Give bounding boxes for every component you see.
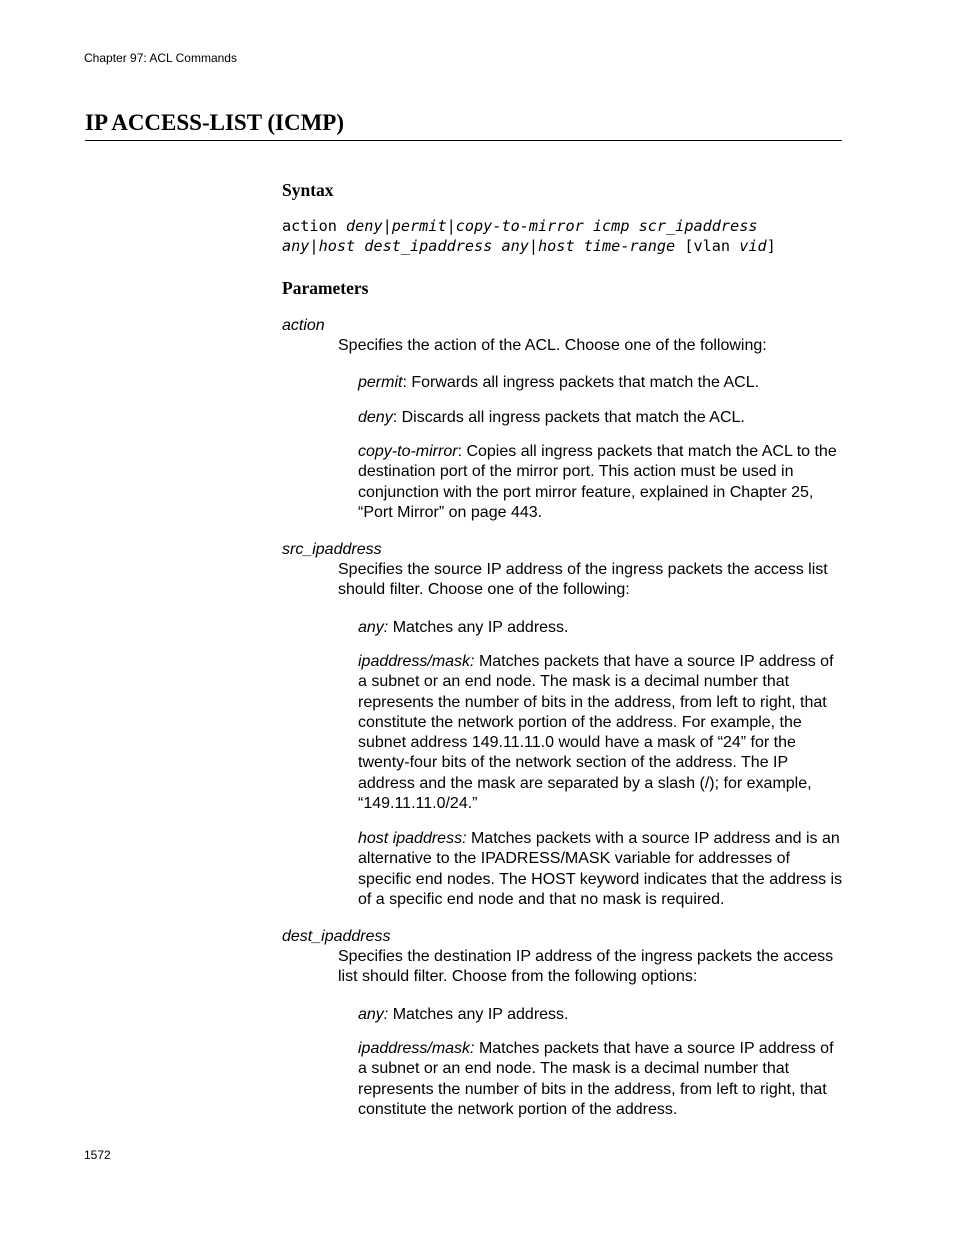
page-number: 1572	[84, 1148, 111, 1162]
option-term: ipaddress/mask:	[358, 653, 475, 670]
option-text: Matches packets that have a source IP address of a subnet or an end node. The mask is a decimal number that represents the number of bits in the address, from left to right, that constitute the network portion of the address.	[358, 1040, 834, 1118]
syntax-action-keyword: action	[282, 217, 347, 235]
syntax-vid: vid	[739, 237, 767, 255]
option-src-host-ipaddress	[358, 829, 843, 910]
param-action-description: Specifies the action of the ACL. Choose one of the following:	[338, 337, 767, 354]
page-title: IP ACCESS-LIST (ICMP)	[85, 108, 842, 141]
syntax-heading: Syntax	[282, 180, 334, 200]
option-text: Matches packets with a source IP address and is an alternative to the IPADRESS/MASK variable for addresses of specific end nodes. The HOST keyword indicates that the address is of a specific end node and that no mask is required.	[358, 830, 843, 908]
syntax-close-bracket: ]	[766, 237, 776, 255]
option-term: any:	[358, 1006, 389, 1023]
param-action-name: action	[282, 317, 325, 334]
option-dest-ipaddress-mask	[358, 1039, 843, 1120]
option-text: : Copies all ingress packets that match the ACL to the destination port of the mirror port. This action must be used in conjunction with the port mirror feature, explained in Chapter 25, “Port Mirror” on page 443.	[358, 443, 837, 521]
option-dest-any	[358, 1005, 843, 1025]
syntax-block	[282, 216, 842, 256]
option-deny	[358, 408, 843, 428]
param-dest-ipaddress-description: Specifies the destination IP address of the ingress packets the access list should filter. Choose from the following options:	[338, 948, 834, 986]
option-copy-to-mirror	[358, 442, 843, 523]
option-term: any:	[358, 619, 389, 636]
option-term: copy-to-mirror	[358, 443, 458, 460]
option-text: : Discards all ingress packets that match the ACL.	[392, 409, 745, 426]
param-dest-ipaddress-name: dest_ipaddress	[282, 928, 391, 945]
param-src-ipaddress-name: src_ipaddress	[282, 541, 382, 558]
option-term: host ipaddress:	[358, 830, 467, 847]
option-term: permit	[358, 374, 403, 391]
option-text: Matches packets that have a source IP address of a subnet or an end node. The mask is a decimal number that represents the number of bits in the address, from left to right, that constitute the network portion of the address. For example, the subnet address 149.11.11.0 would have a mask of “24” for the twenty-four bits of the network section of the address. The IP address and the mask are separated by a slash (/); for example, “149.11.11.0/24.”	[358, 653, 834, 813]
option-term: deny	[358, 409, 393, 426]
running-header: Chapter 97: ACL Commands	[84, 51, 237, 65]
syntax-vlan-keyword: [vlan	[675, 237, 740, 255]
option-text: : Forwards all ingress packets that match the ACL.	[402, 374, 760, 391]
option-permit	[358, 373, 843, 393]
syntax-address-options: any|host dest_ipaddress any|host time-range	[282, 237, 676, 255]
parameters-heading: Parameters	[282, 278, 369, 298]
param-src-ipaddress-description: Specifies the source IP address of the ingress packets the access list should filter. Choose one of the following:	[338, 561, 828, 599]
option-text: Matches any IP address.	[388, 619, 569, 636]
syntax-action-choices: deny|permit|copy-to-mirror icmp scr_ipaddress	[346, 217, 758, 235]
option-text: Matches any IP address.	[388, 1006, 569, 1023]
option-src-any	[358, 618, 843, 638]
option-term: ipaddress/mask:	[358, 1040, 475, 1057]
option-src-ipaddress-mask	[358, 652, 843, 814]
